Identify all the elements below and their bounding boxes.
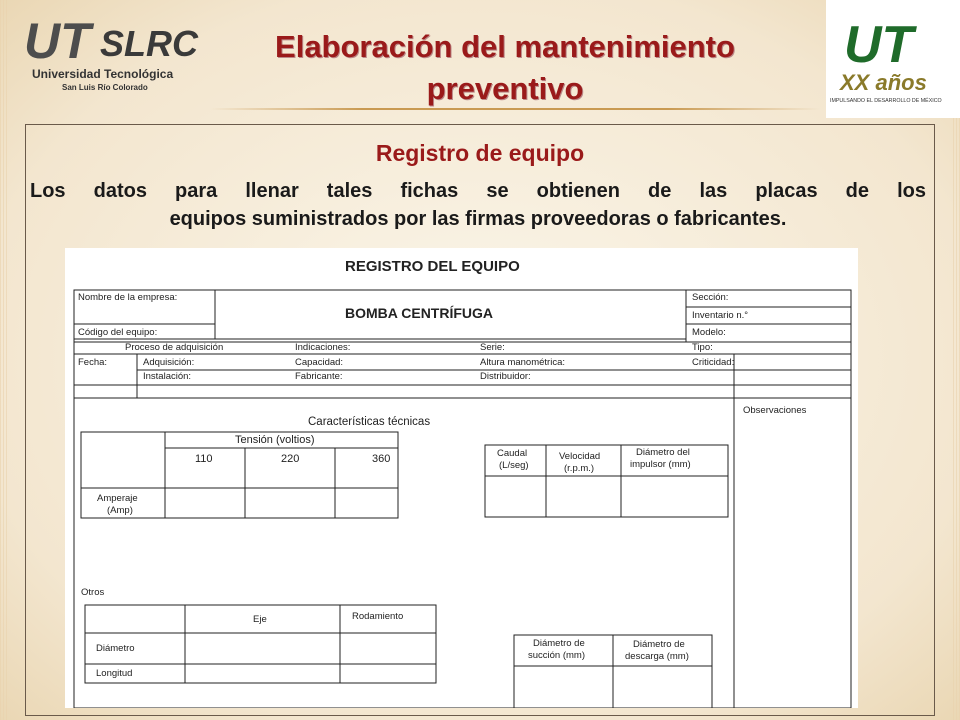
- title-line-1: Elaboración del mantenimiento: [275, 29, 735, 64]
- form-label-otros: Otros: [81, 587, 105, 598]
- form-label-descarga-1: Diámetro de: [633, 639, 685, 650]
- form-label-rpm: (r.p.m.): [564, 463, 595, 474]
- form-label-diametro: Diámetro: [96, 643, 135, 654]
- form-label-eje: Eje: [253, 614, 267, 625]
- form-label-tension: Tensión (voltios): [235, 434, 315, 446]
- form-label-rodamiento: Rodamiento: [352, 611, 404, 622]
- form-label-succion-2: succión (mm): [528, 650, 586, 661]
- form-label-distribuidor: Distribuidor:: [480, 371, 531, 382]
- form-label-velocidad: Velocidad: [559, 451, 601, 462]
- ut-logo-tagline-text: IMPULSANDO EL DESARROLLO DE MÉXICO: [830, 98, 942, 104]
- equipment-record-form-image: [65, 248, 858, 708]
- form-label-caudal: Caudal: [497, 448, 528, 459]
- form-label-proceso: Proceso de adquisición: [125, 342, 224, 353]
- paragraph-line-2: equipos suministrados por las firmas proveedoras o fabricantes.: [169, 208, 787, 230]
- form-label-lseg: (L/seg): [499, 460, 529, 471]
- title-line-2: preventivo: [426, 71, 584, 106]
- form-label-capacidad: Capacidad:: [295, 357, 344, 368]
- logo-brand-text: UT: [24, 13, 91, 69]
- form-label-seccion: Sección:: [692, 292, 729, 303]
- form-label-inventario: Inventario n.°: [692, 310, 749, 321]
- form-label-succion-1: Diámetro de: [533, 638, 585, 649]
- form-label-longitud: Longitud: [96, 668, 133, 679]
- section-subtitle: Registro de equipo: [375, 140, 585, 166]
- form-label-serie: Serie:: [480, 342, 505, 353]
- utslrc-logo: [22, 10, 212, 92]
- form-label-adquisicion: Adquisición:: [143, 357, 195, 368]
- form-label-amp: (Amp): [107, 505, 133, 516]
- ut-anniversary-logo: [826, 0, 960, 118]
- form-label-nombre: Nombre de la empresa:: [78, 292, 178, 303]
- form-label-observaciones: Observaciones: [743, 405, 807, 416]
- paragraph-line-1: Los datos para llenar tales fichas se obtienen de las placas de los: [30, 180, 926, 202]
- form-label-instalacion: Instalación:: [143, 371, 192, 382]
- form-label-diam-impulsor-2: impulsor (mm): [630, 459, 691, 470]
- ut-logo-anniversary-text: XX años: [840, 70, 927, 95]
- title-underline: [210, 108, 820, 110]
- form-label-caracteristicas: Características técnicas: [308, 416, 431, 428]
- form-label-tipo: Tipo:: [692, 342, 713, 353]
- form-label-modelo: Modelo:: [692, 327, 726, 338]
- form-title: REGISTRO DEL EQUIPO: [345, 258, 520, 275]
- form-label-110v: 110: [195, 453, 213, 465]
- logo-campus-text: San Luis Río Colorado: [62, 83, 148, 92]
- form-equipment-name: BOMBA CENTRÍFUGA: [345, 305, 494, 321]
- form-label-descarga-2: descarga (mm): [625, 651, 689, 662]
- form-label-codigo: Código del equipo:: [78, 327, 158, 338]
- form-label-fecha: Fecha:: [78, 357, 108, 368]
- form-label-amperaje: Amperaje: [97, 493, 138, 504]
- form-label-diam-impulsor-1: Diámetro del: [636, 447, 690, 458]
- form-label-220v: 220: [281, 453, 300, 465]
- logo-brand-text-slrc: SLRC: [100, 23, 198, 64]
- slide-title: [200, 26, 810, 110]
- form-label-altura: Altura manométrica:: [480, 357, 566, 368]
- ut-logo-brand-text: UT: [844, 16, 914, 74]
- logo-university-text: Universidad Tecnológica: [32, 67, 174, 81]
- form-label-criticidad: Criticidad:: [692, 357, 735, 368]
- slide-header: [0, 0, 960, 118]
- form-label-fabricante: Fabricante:: [295, 371, 343, 382]
- form-label-360v: 360: [372, 453, 391, 465]
- form-label-indicaciones: Indicaciones:: [295, 342, 351, 353]
